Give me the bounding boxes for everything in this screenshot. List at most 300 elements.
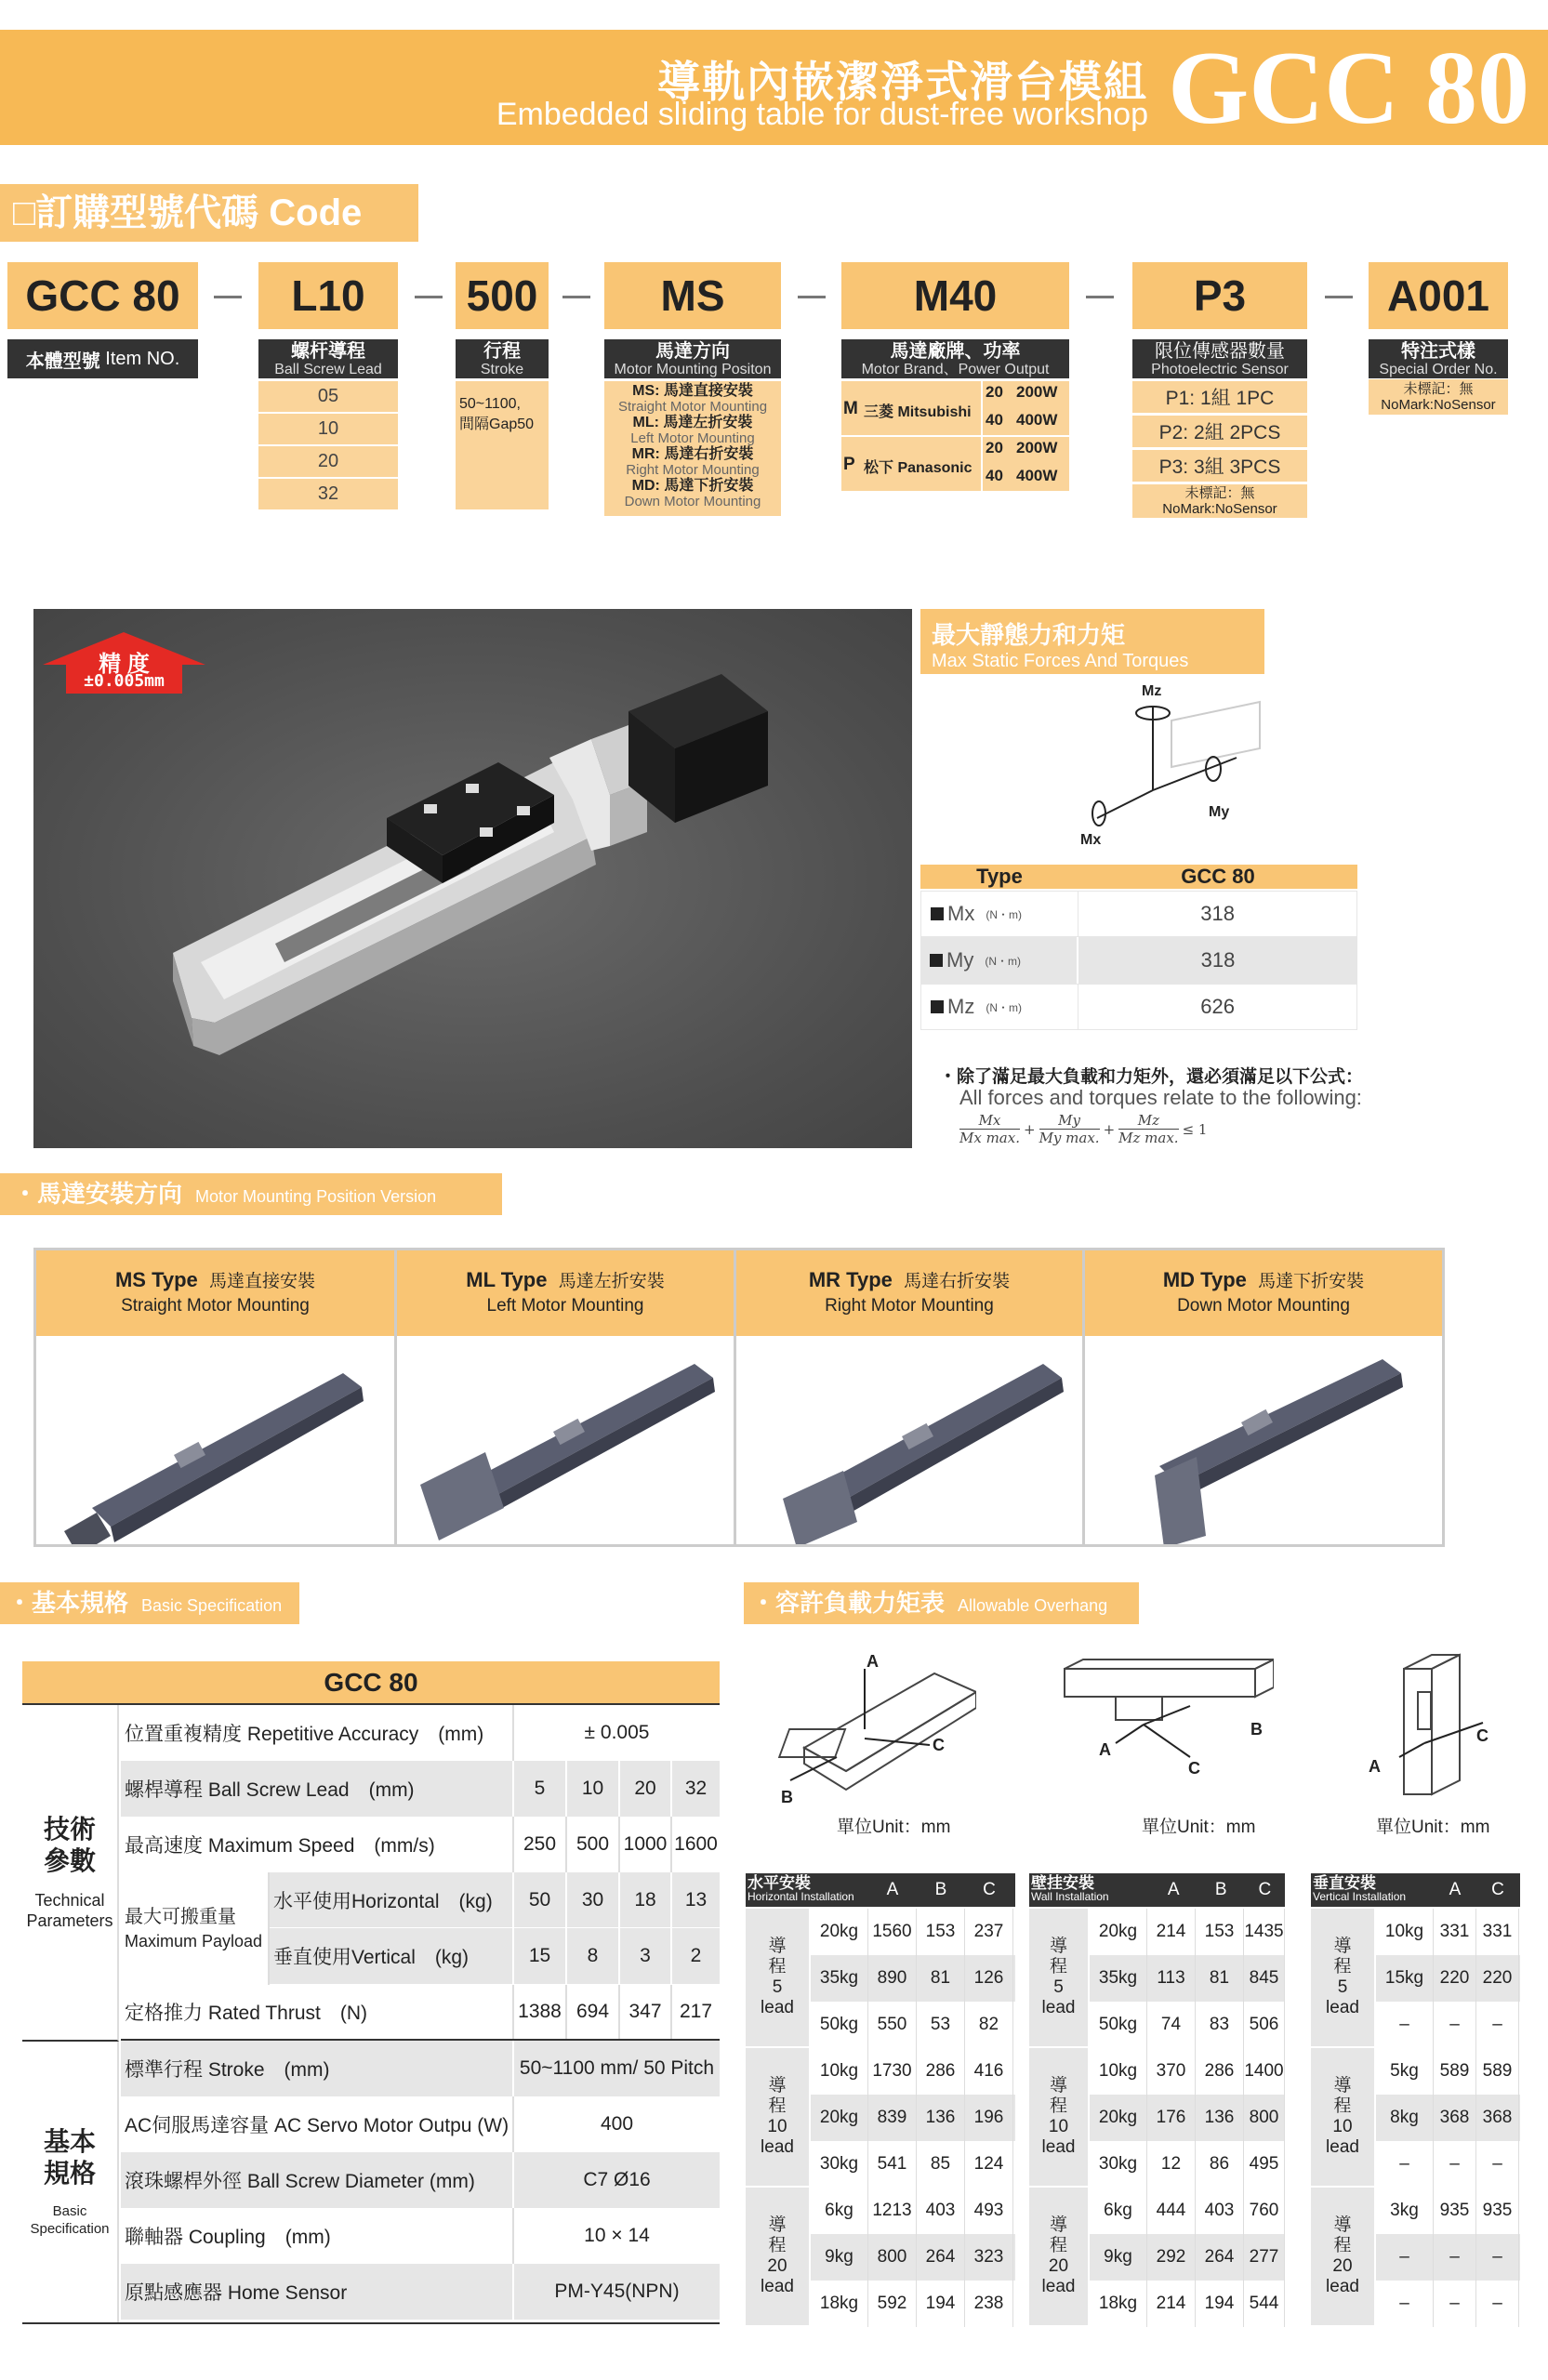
spec-value: 347 [620,1985,672,2039]
overhang-diagram-vertical [1367,1650,1506,1799]
brand-key: M [843,399,858,418]
overhang-group [1029,1909,1285,2048]
motor-brand-options [841,381,1069,491]
overhang-head-title-cn: 水平安裝 [748,1874,811,1892]
brand-power-size: 20 [986,439,1003,456]
overhang-head-title-en: Horizontal Installation [748,1890,854,1903]
overhang-lead-text: 5 [1337,1977,1348,1997]
overhang-lead-text: 程 [1333,2236,1352,2255]
overhang-cell: 238 [965,2281,1013,2327]
spec-value: 15 [514,1928,567,1984]
spec-payload-cn: 最大可搬重量 [125,1906,236,1927]
special-nomark-en: NoMark:NoSensor [1381,397,1496,413]
overhang-cell: 85 [917,2141,965,2188]
static-row-unit: (N・m) [986,907,1022,921]
overhang-row [811,2188,1015,2234]
mounting-title-en: Motor Mounting Position Version [195,1187,437,1206]
code-item-label-en: Item NO. [105,348,180,369]
overhang-cell: 136 [1196,2095,1244,2141]
overhang-lead-text: 程 [768,1957,787,1977]
spec-label: 定格推力 Rated Thrust (N) [121,1985,514,2039]
spec-value: 32 [684,1778,708,1799]
mounting-type-en: Left Motor Mounting [486,1296,644,1316]
spec-row-coupling [121,2208,720,2264]
static-note-en: All forces and torques relate to the following: [959,1086,1362,1109]
overhang-cell: 589 [1434,2048,1476,2095]
overhang-cell: 544 [1244,2281,1285,2327]
mounting-title: ・馬達安裝方向 Motor Mounting Position Version [0,1173,502,1215]
mounting-type-cn: 馬達直接安裝 [209,1272,316,1291]
overhang-lead [1029,1909,1090,2046]
brand-power: 400W [1016,467,1058,484]
product-photo [33,609,912,1148]
special-nomark [1369,379,1508,415]
overhang-cell: 81 [1196,1955,1244,2002]
overhang-head [1029,1873,1285,1909]
overhang-lead-text: 10 [767,2117,787,2136]
overhang-cell: 10kg [1090,2048,1147,2095]
diagram-label: B [1250,1720,1263,1739]
overhang-cell: – [1376,2141,1434,2188]
precision-value: ±0.005mm [84,671,165,691]
overhang-cell: 444 [1147,2188,1196,2234]
overhang-head-title [1311,1873,1434,1907]
overhang-lead-text: 導 [768,2076,787,2096]
overhang-cell: 760 [1244,2188,1285,2234]
overhang-cell: 935 [1476,2188,1519,2234]
overhang-cell: 15kg [1376,1955,1434,2002]
overhang-lead-text: 導 [1049,2076,1067,2096]
header-title-en: Embedded sliding table for dust-free workshop [496,97,1148,132]
overhang-unit: 單位Unit：mm [1376,1818,1490,1837]
stroke-note [456,381,549,509]
overhang-cell: – [1434,2141,1476,2188]
spec-model-text: GCC 80 [324,1667,418,1697]
spec-value: 10 × 14 [584,2225,650,2246]
overhang-cell: 368 [1434,2095,1476,2141]
overhang-cell: 113 [1147,1955,1196,2002]
spec-value: 3 [620,1928,672,1984]
overhang-cell: 81 [917,1955,965,2002]
axis-mx-label: Mx [1080,832,1102,848]
brand-power: 400W [1016,411,1058,429]
code-lead-label [258,339,398,378]
overhang-group [1029,2188,1285,2327]
spec-row-sensor [121,2264,720,2320]
spec-label: 螺桿導程 Ball Screw Lead (mm) [121,1761,514,1817]
overhang-row [1090,2002,1285,2048]
overhang-row [811,2141,1015,2188]
spec-value: 500 [567,1817,620,1872]
overhang-lead-text: lead [1041,2137,1076,2157]
sensor-nomark-en: NoMark:NoSensor [1162,501,1277,517]
spec-value: 13 [684,1888,708,1911]
md-render [1085,1336,1438,1544]
spec-label: 位置重複精度 Repetitive Accuracy (mm) [121,1705,514,1761]
overhang-lead-text: lead [1326,1998,1359,2017]
sensor-nomark-cn: 未標記：無 [1184,485,1255,501]
overhang-unit: 單位Unit：mm [837,1818,951,1837]
overhang-col-head: A [1449,1880,1462,1899]
overhang-lead-text: lead [1326,2277,1359,2296]
diagram-label: A [1369,1757,1381,1776]
overhang-cell: 368 [1476,2095,1519,2141]
overhang-lead [1311,2048,1376,2186]
sensor-option: P1: 1組 1PC [1132,381,1307,413]
code-motor-brand-label-cn: 馬達廠牌、功率 [890,341,1021,362]
overhang-row [1376,2048,1520,2095]
overhang-cell: 124 [965,2141,1013,2188]
overhang-lead [746,2188,811,2325]
sensor-option: P3: 3組 3PCS [1132,450,1307,482]
mounting-type-en: Down Motor Mounting [1177,1296,1350,1316]
spec-row-motor [121,2096,720,2152]
overhang-row [1376,2188,1520,2234]
spec-value: 50~1100 mm/ 50 Pitch [519,2057,715,2079]
overhang-lead-text: 10 [1332,2117,1353,2136]
overhang-cell: 50kg [811,2002,868,2048]
overhang-cell: 277 [1244,2234,1285,2281]
overhang-cell: 800 [1244,2095,1285,2141]
stroke-note-gap: 間隔Gap50 [459,416,535,432]
code-item-label [7,339,198,378]
overhang-cell: 3kg [1376,2188,1434,2234]
code-special-label-en: Special Order No. [1379,362,1498,377]
overhang-row [1090,2095,1285,2141]
spec-value: 217 [679,2001,713,2022]
overhang-cell: 20kg [811,1909,868,1955]
spec-group-en: Technical Parameters [26,1891,113,1930]
spec-group-basic [22,2042,119,2322]
overhang-group [1029,2048,1285,2188]
overhang-cell: 331 [1476,1909,1519,1955]
overhang-lead-text: 導 [1333,2215,1352,2235]
overhang-lead-text: 20 [1332,2256,1353,2276]
code-lead: L10 [258,262,398,329]
overhang-group [746,2048,1015,2188]
code-section-title: □訂購型號代碼 Code [0,184,418,242]
static-row [920,937,1357,984]
overhang-cell: 292 [1147,2234,1196,2281]
spec-row-screw [121,2152,720,2208]
spec-label: 標準行程 Stroke (mm) [121,2041,514,2096]
lead-option: 32 [258,479,398,509]
spec-value: 20 [620,1761,672,1817]
overhang-row [811,2002,1015,2048]
overhang-cell: 9kg [811,2234,868,2281]
spec-value: C7 Ø16 [583,2169,651,2190]
overhang-col-head: B [934,1880,947,1899]
stroke-note-range: 50~1100, [459,396,521,412]
overhang-row [1376,2234,1520,2281]
code-lead-label-cn: 螺杆導程 [291,341,365,362]
static-title-cn: 最大靜態力和力矩 [932,621,1126,649]
static-head-type: Type [976,865,1023,888]
code-motor-brand: M40 [841,262,1069,329]
spec-title: ・基本規格 Basic Specification [0,1582,299,1624]
overhang-title: ・容許負載力矩表 Allowable Overhang [744,1582,1139,1624]
code-motor-position-label-en: Motor Mounting Positon [614,362,772,377]
overhang-head-title-cn: 垂直安裝 [1313,1874,1376,1892]
overhang-group [1311,1909,1520,2048]
overhang-row [1090,1909,1285,1955]
overhang-cell: 331 [1434,1909,1476,1955]
spec-value: 1000 [620,1817,672,1872]
overhang-cell: 153 [1196,1909,1244,1955]
overhang-head-title-en: Vertical Installation [1313,1890,1407,1903]
static-table [920,865,1357,1030]
overhang-group [746,2188,1015,2327]
overhang-cell: 30kg [811,2141,868,2188]
motor-position-option-cn: ML: 馬達左折安裝 [632,415,753,430]
code-dash [214,296,242,298]
overhang-cell: – [1476,2234,1519,2281]
code-motor-brand-label [841,339,1069,378]
code-stroke: 500 [456,262,549,329]
axis-diagram [1060,683,1264,851]
overhang-cell: 53 [917,2002,965,2048]
sensor-nomark [1132,484,1307,518]
overhang-cell: 12 [1147,2141,1196,2188]
diagram-label: C [933,1736,945,1754]
overhang-cell: 194 [917,2281,965,2327]
overhang-cell: 495 [1244,2141,1285,2188]
header-banner [0,30,1548,145]
mounting-type-en: Right Motor Mounting [825,1296,994,1316]
overhang-cell: 214 [1147,2281,1196,2327]
code-sensor-label [1132,339,1307,378]
overhang-lead [1311,1909,1376,2046]
overhang-cell: 30kg [1090,2141,1147,2188]
overhang-lead-text: lead [761,1998,794,2017]
overhang-row [1376,2095,1520,2141]
mounting-grid [33,1248,1445,1547]
overhang-row [811,2234,1015,2281]
overhang-col-head: C [1258,1880,1272,1899]
spec-value: 10 [567,1761,620,1817]
spec-label: 原點感應器 Home Sensor [121,2264,514,2320]
header-title-cn: 導軌內嵌潔淨式滑台模組 [657,58,1148,106]
spec-group-technical [22,1705,119,2042]
overhang-cell: 800 [868,2234,917,2281]
spec-value: 1388 [514,1985,567,2039]
code-special-label [1369,339,1508,378]
overhang-lead [746,2048,811,2186]
overhang-row [811,1909,1015,1955]
overhang-cell: – [1476,2141,1519,2188]
overhang-col-head: B [1214,1880,1227,1899]
mr-render [736,1336,1085,1544]
mounting-type: MR Type [808,1268,893,1291]
spec-title-en: Basic Specification [141,1596,283,1615]
overhang-lead [1311,2188,1376,2325]
formula-plus: + [1103,1120,1116,1138]
overhang-unit: 單位Unit：mm [1142,1818,1256,1837]
code-motor-position: MS [604,262,781,329]
overhang-lead-text: 10 [1048,2117,1069,2136]
overhang-lead-text: lead [1041,2277,1076,2296]
spec-value: ± 0.005 [584,1722,650,1743]
overhang-cell: 845 [1244,1955,1285,2002]
overhang-cell: 214 [1147,1909,1196,1955]
mounting-type: MS Type [114,1268,198,1291]
overhang-cell: 10kg [1376,1909,1434,1955]
formula-term [1118,1112,1178,1146]
overhang-cell: 83 [1196,2002,1244,2048]
static-row-value: 626 [1200,995,1236,1018]
static-row-name: Mz [947,995,975,1018]
overhang-lead-text: 程 [1333,2096,1352,2116]
code-dash [562,296,590,298]
overhang-table-horizontal [746,1873,1015,2327]
formula-num: Mx [978,1112,1001,1129]
mounting-card-ms [36,1250,397,1544]
precision-label: 精 度 [99,652,150,677]
mounting-card-ml [397,1250,736,1544]
code-dash [1325,296,1353,298]
overhang-head-title-cn: 壁挂安裝 [1031,1874,1094,1892]
sensor-option: P2: 2組 2PCS [1132,416,1307,447]
brand-power-size: 40 [986,411,1003,429]
overhang-cell: 403 [917,2188,965,2234]
spec-row-payload [121,1872,720,1985]
static-row-value: 318 [1200,902,1236,925]
overhang-lead-text: 程 [1049,2236,1067,2255]
overhang-cell: – [1434,2281,1476,2327]
overhang-row [1090,2234,1285,2281]
overhang-head [1311,1873,1520,1909]
overhang-lead-text: 20 [767,2256,787,2276]
overhang-lead-text: 導 [1333,1937,1352,1956]
overhang-cell: 35kg [1090,1955,1147,2002]
static-formula [959,1112,1207,1146]
header-model: GCC 80 [1168,31,1529,146]
overhang-cell: 506 [1244,2002,1285,2048]
overhang-table-wall [1029,1873,1285,2327]
code-sensor-label-en: Photoelectric Sensor [1151,362,1289,377]
overhang-col-head: C [1491,1880,1504,1899]
overhang-cell: 10kg [811,2048,868,2095]
overhang-cell: – [1476,2002,1519,2048]
code-motor-position-label-cn: 馬達方向 [655,341,730,362]
overhang-cell: 136 [917,2095,965,2141]
mounting-card-md [1085,1250,1442,1544]
overhang-cell: – [1376,2281,1434,2327]
overhang-lead-text: lead [761,2277,794,2296]
spec-value: 694 [567,1985,620,2039]
overhang-cell: – [1376,2234,1434,2281]
overhang-cell: 74 [1147,2002,1196,2048]
overhang-lead-text: 程 [1049,2096,1067,2116]
overhang-cell: 18kg [811,2281,868,2327]
overhang-head [746,1873,1015,1909]
overhang-lead [1029,2188,1090,2325]
code-special: A001 [1369,262,1508,329]
overhang-lead-text: 程 [768,2236,787,2255]
diagram-label: A [867,1652,879,1671]
lead-option: 20 [258,446,398,477]
overhang-row [811,2095,1015,2141]
overhang-row [811,2281,1015,2327]
mounting-type-cn: 馬達左折安裝 [558,1272,665,1291]
overhang-row [1376,2002,1520,2048]
overhang-lead-text: 程 [768,2096,787,2116]
overhang-cell: 20kg [1090,1909,1147,1955]
motor-position-option-en: Left Motor Mounting [630,430,755,446]
special-nomark-cn: 未標記：無 [1403,381,1474,397]
overhang-cell: 86 [1196,2141,1244,2188]
spec-value: 8 [567,1928,620,1984]
code-dash [798,296,826,298]
overhang-cell: 220 [1434,1955,1476,2002]
overhang-lead-text: 導 [1049,2215,1067,2235]
static-table-head [920,865,1357,891]
overhang-row [1376,2281,1520,2327]
overhang-cell: 286 [917,2048,965,2095]
code-lead-label-en: Ball Screw Lead [274,362,382,377]
overhang-cell: 176 [1147,2095,1196,2141]
overhang-row [1090,2188,1285,2234]
motor-position-option-cn: MR: 馬達右折安裝 [631,446,754,462]
overhang-row [1376,2141,1520,2188]
formula-term [959,1112,1020,1146]
overhang-cell: 20kg [1090,2095,1147,2141]
overhang-lead-text: lead [761,2137,794,2157]
overhang-head-title [746,1873,868,1907]
static-row [920,891,1357,937]
brand-key: P [843,455,855,474]
static-row-value: 318 [1200,948,1236,972]
spec-value: 18 [620,1872,672,1927]
static-row [920,984,1357,1030]
spec-payload-en: Maximum Payload [125,1931,263,1950]
diagram-label: B [781,1788,793,1806]
overhang-cell: 9kg [1090,2234,1147,2281]
overhang-cell: 935 [1434,2188,1476,2234]
overhang-lead [746,1909,811,2046]
overhang-lead-text: 20 [1048,2256,1069,2276]
code-dash [415,296,443,298]
code-item: GCC 80 [7,262,198,329]
overhang-col-head: C [983,1880,996,1899]
code-item-label-cn: 本體型號 [25,350,100,372]
static-title-en: Max Static Forces And Torques [932,651,1189,671]
overhang-title-en: Allowable Overhang [958,1596,1108,1615]
overhang-cell: 1730 [868,2048,917,2095]
overhang-cell: 264 [1196,2234,1244,2281]
overhang-cell: 237 [965,1909,1013,1955]
overhang-cell: 416 [965,2048,1013,2095]
overhang-lead-text: 程 [1333,1957,1352,1977]
lead-option: 05 [258,381,398,412]
spec-label: 滾珠螺桿外徑 Ball Screw Diameter (mm) [121,2152,514,2208]
overhang-lead-text: 導 [768,1937,787,1956]
overhang-cell: 890 [868,1955,917,2002]
brand-power: 200W [1016,439,1058,456]
brand-name: 松下 Panasonic [864,460,972,476]
motor-position-option-en: Right Motor Mounting [626,462,760,478]
mounting-type: ML Type [466,1268,548,1291]
motor-position-option-en: Straight Motor Mounting [617,399,768,415]
spec-row-accuracy [121,1705,720,1761]
code-special-label-cn: 特注式樣 [1401,341,1475,362]
overhang-cell: 370 [1147,2048,1196,2095]
overhang-cell: 264 [917,2234,965,2281]
overhang-cell: 5kg [1376,2048,1434,2095]
overhang-cell: 196 [965,2095,1013,2141]
overhang-cell: – [1434,2002,1476,2048]
overhang-col-head: A [1167,1880,1180,1899]
